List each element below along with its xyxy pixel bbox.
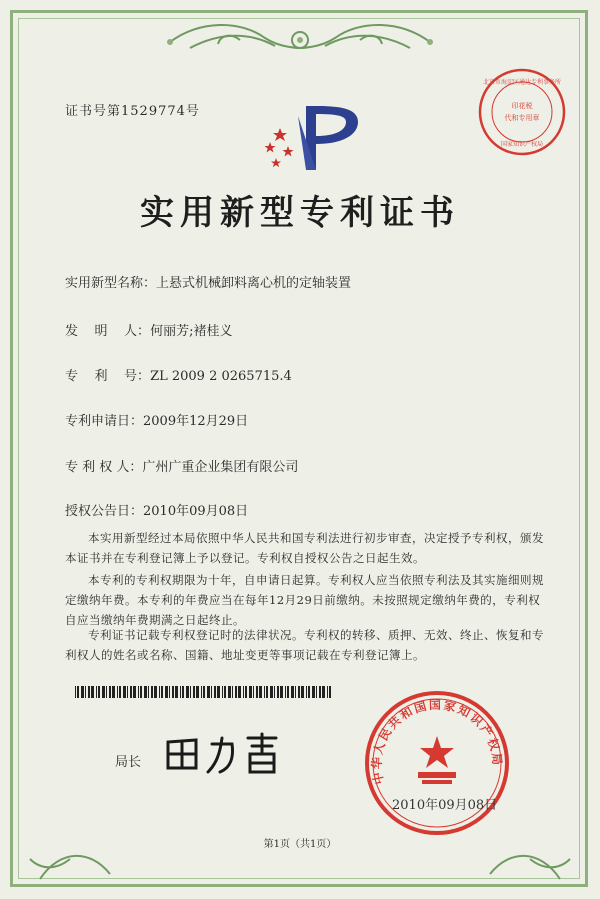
seal-date: 2010年09月08日 (392, 798, 498, 813)
agency-stamp (476, 66, 568, 158)
field-label: 实用新型名称： (65, 276, 157, 291)
director-signature (160, 728, 290, 778)
field-value: ZL 2009 2 0265715.4 (150, 369, 292, 384)
field-value: 广州广重企业集团有限公司 (142, 460, 299, 475)
paragraph-2: 本专利的专利权期限为十年，自申请日起算。专利权人应当依照专利法及其实施细则规定缴纳年费。本专利的年费应当在每年12月29日前缴纳。未按照规定缴纳年费的，专利权自应当缴纳年费期满之日起终止。 (65, 573, 544, 627)
field-name (65, 272, 351, 291)
field-value: 2009年12月29日 (143, 414, 249, 429)
field-label: 授权公告日： (65, 504, 144, 519)
field-label: 专 利 号： (65, 369, 151, 384)
cnipa-logo-icon (258, 98, 368, 178)
certificate-number: 证书号第1529774号 (65, 104, 200, 119)
paragraph-3: 专利证书记载专利权登记时的法律状况。专利权的转移、质押、无效、终止、恢复和专利权人的姓名或名称、国籍、地址变更等事项记载在专利登记簿上。 (65, 628, 544, 662)
field-label: 专 利 权 人： (65, 460, 143, 475)
field-application-date (65, 410, 248, 429)
seal-ring-text: 中华人民共和国国家知识产权局 (369, 697, 505, 786)
field-grant-date (65, 500, 248, 519)
paragraph-1: 本实用新型经过本局依照中华人民共和国专利法进行初步审查，决定授予专利权，颁发本证书并在专利登记簿上予以登记。专利权自授权公告之日起生效。 (65, 531, 544, 565)
field-patentee (65, 456, 298, 475)
stamp-inner-line1: 印花税 (511, 102, 533, 110)
certificate-title: 实用新型专利证书 (140, 193, 460, 233)
field-value: 上悬式机械卸料离心机的定轴装置 (156, 276, 352, 291)
stamp-bottom-text: 国家知识产权局 (500, 141, 544, 148)
stamp-ring-text: 北京市海淀区通达专利事务所 (482, 79, 562, 86)
field-patent-number (65, 365, 292, 384)
field-inventor (65, 320, 232, 339)
director-label: 局长 (115, 755, 142, 770)
stamp-inner-line2: 代和专用章 (504, 114, 540, 122)
field-value: 2010年09月08日 (143, 504, 249, 519)
field-label: 发 明 人： (65, 324, 151, 339)
field-value: 何丽芳;褚桂义 (150, 324, 233, 339)
national-ip-seal (362, 688, 512, 838)
field-label: 专利申请日： (65, 414, 144, 429)
barcode (75, 686, 335, 698)
page-number: 第1页（共1页） (263, 839, 337, 850)
